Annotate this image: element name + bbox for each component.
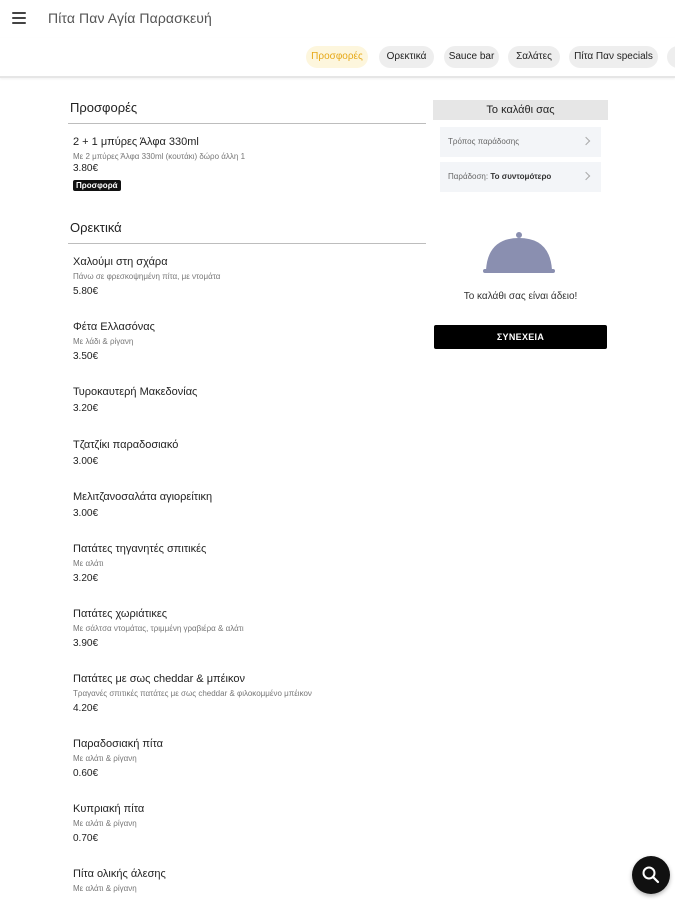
- menu-item[interactable]: [73, 385, 423, 415]
- food-cloche-icon: [482, 228, 556, 276]
- item-price: 4.20€: [73, 703, 99, 714]
- item-description: Πάνω σε φρεσκοψημένη πίτα, με ντομάτα: [73, 272, 221, 281]
- delivery-time-value: Το συντομότερο: [490, 172, 552, 181]
- menu-item[interactable]: [73, 490, 423, 520]
- item-name: Κυπριακή πίτα: [73, 803, 145, 815]
- item-description: Με αλάτι & ρίγανη: [73, 754, 137, 763]
- offer-badge: Προσφορά: [73, 180, 121, 191]
- cart-title: Το καλάθι σας: [433, 100, 608, 120]
- item-description: Με λάδι & ρίγανη: [73, 337, 134, 346]
- item-price: 3.90€: [73, 638, 99, 649]
- item-description: Με 2 μπύρες Άλφα 330ml (κουτάκι) δώρο άλλη 1: [73, 152, 246, 161]
- menu-item[interactable]: [73, 320, 423, 363]
- menu-item[interactable]: [73, 255, 423, 298]
- item-name: Παραδοσιακή πίτα: [73, 738, 164, 750]
- delivery-method-selector[interactable]: [440, 127, 601, 157]
- item-price: 5.80€: [73, 286, 99, 297]
- item-name: Μελιτζανοσαλάτα αγιορείτικη: [73, 491, 213, 503]
- item-price: 0.70€: [73, 833, 99, 844]
- menu-item[interactable]: [73, 867, 423, 894]
- item-description: Τραγανές σπιτικές πατάτες με σως cheddar & φιλοκομμένο μπέικον: [73, 689, 312, 698]
- tab-sauce-bar[interactable]: Sauce bar: [444, 46, 499, 68]
- item-name: Τυροκαυτερή Μακεδονίας: [73, 386, 198, 398]
- hamburger-menu-icon[interactable]: [12, 12, 26, 24]
- menu-item[interactable]: [73, 672, 423, 715]
- item-name: Φέτα Ελλασόνας: [73, 321, 155, 333]
- item-description: Με σάλτσα ντομάτας, τριμμένη γραβιέρα & αλάτι: [73, 624, 244, 633]
- item-name: Πίτα ολικής άλεσης: [73, 868, 166, 880]
- search-button[interactable]: [632, 856, 670, 894]
- item-price: 3.20€: [73, 403, 99, 414]
- item-description: Με αλάτι & ρίγανη: [73, 884, 137, 893]
- page-title: Πίτα Παν Αγία Παρασκευή: [48, 10, 212, 26]
- tab-more[interactable]: [667, 46, 675, 68]
- menu-item-offer[interactable]: [73, 135, 423, 193]
- empty-cart-message: Το καλάθι σας είναι άδειο!: [463, 291, 578, 302]
- item-price: 3.00€: [73, 456, 99, 467]
- item-name: Πατάτες με σως cheddar & μπέικον: [73, 673, 245, 685]
- delivery-method-label: Τρόπος παράδοσης: [448, 137, 520, 146]
- category-tabs: [0, 38, 675, 78]
- tab-specials[interactable]: Πίτα Παν specials: [569, 46, 658, 68]
- app-bar: [0, 0, 675, 38]
- item-price: 3.00€: [73, 508, 99, 519]
- menu-item[interactable]: [73, 438, 423, 468]
- item-price: 3.20€: [73, 573, 99, 584]
- menu-item[interactable]: [73, 542, 423, 585]
- item-name: Πατάτες τηγανητές σπιτικές: [73, 543, 207, 555]
- item-name: Τζατζίκι παραδοσιακό: [73, 439, 179, 451]
- tab-appetizers[interactable]: Ορεκτικά: [379, 46, 434, 68]
- menu-item[interactable]: [73, 607, 423, 650]
- item-price: 0.60€: [73, 768, 99, 779]
- menu-item[interactable]: [73, 802, 423, 845]
- delivery-time-selector[interactable]: [440, 162, 601, 192]
- continue-button[interactable]: ΣΥΝΕΧΕΙΑ: [434, 325, 607, 349]
- tab-salads[interactable]: Σαλάτες: [508, 46, 560, 68]
- section-title-offers: Προσφορές: [70, 100, 138, 115]
- item-description: Με αλάτι & ρίγανη: [73, 819, 137, 828]
- item-name: Χαλούμι στη σχάρα: [73, 256, 168, 268]
- item-price: 3.50€: [73, 351, 99, 362]
- section-divider: [68, 123, 426, 124]
- tab-offers[interactable]: Προσφορές: [306, 46, 368, 68]
- menu-item[interactable]: [73, 737, 423, 780]
- section-divider: [68, 243, 426, 244]
- section-title-appetizers: Ορεκτικά: [70, 220, 122, 235]
- item-name: 2 + 1 μπύρες Άλφα 330ml: [73, 136, 199, 148]
- search-icon: [632, 856, 670, 894]
- chevron-right-icon: [582, 137, 590, 145]
- chevron-right-icon: [582, 172, 590, 180]
- item-description: Με αλάτι: [73, 559, 104, 568]
- item-name: Πατάτες χωριάτικες: [73, 608, 168, 620]
- item-price: 3.80€: [73, 163, 99, 174]
- delivery-time-label: Παράδοση:: [448, 172, 489, 181]
